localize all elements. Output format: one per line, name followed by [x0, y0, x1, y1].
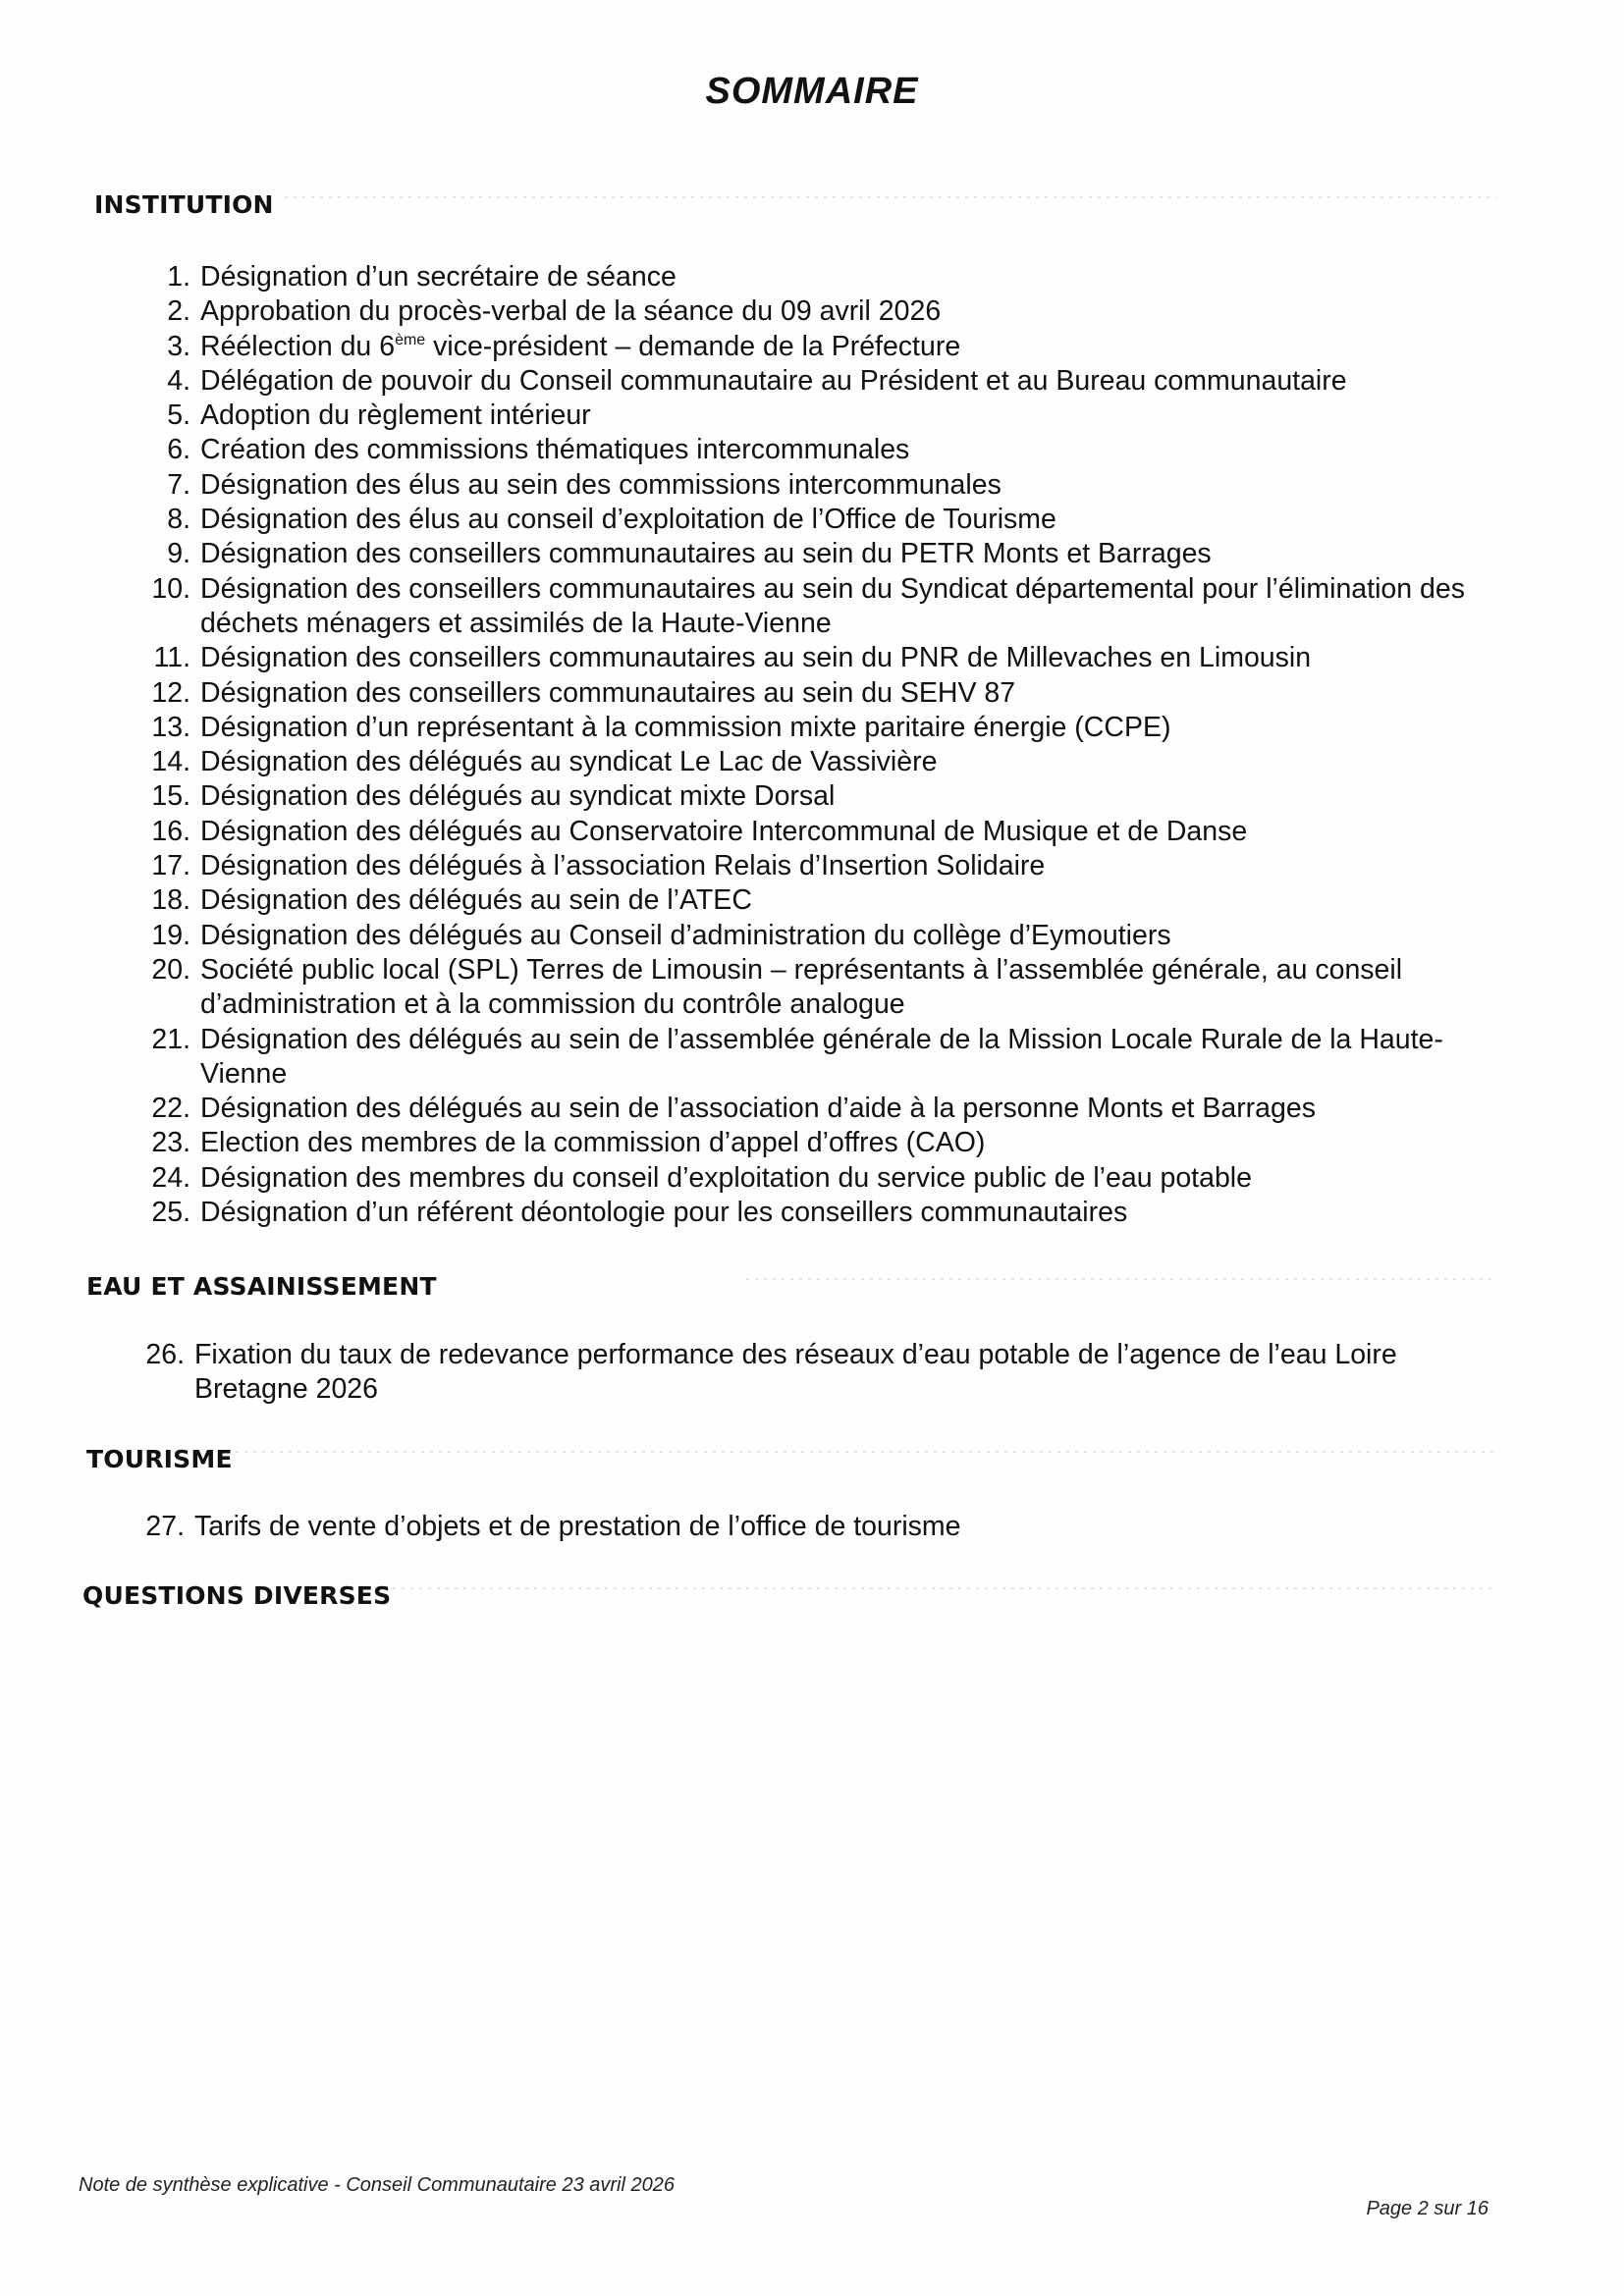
- agenda-item-text-part: Réélection du 6: [200, 330, 396, 362]
- agenda-item: [139, 641, 1494, 675]
- agenda-item-text: Approbation du procès-verbal de la séance du 09 avril 2026: [200, 295, 942, 328]
- agenda-item-number: 17.: [151, 850, 190, 882]
- agenda-item: [139, 815, 1494, 849]
- agenda-item-number: 3.: [167, 330, 190, 362]
- agenda-item-text: Désignation des délégués au sein de l’ATEC: [200, 884, 752, 917]
- agenda-item: [139, 883, 1494, 918]
- agenda-item-text: Désignation des conseillers communautaires au sein du PETR Monts et Barrages: [200, 538, 1212, 570]
- agenda-item-number: 4.: [167, 364, 190, 397]
- agenda-item-number: 6.: [167, 434, 190, 466]
- footer-note: Note de synthèse explicative - Conseil Communautaire 23 avril 2026: [79, 2174, 675, 2196]
- agenda-item: [139, 676, 1494, 711]
- agenda-list-tourisme: [134, 1510, 1489, 1544]
- agenda-item-text: Désignation des conseillers communautaires au sein du PNR de Millevaches en Limousin: [200, 642, 1312, 674]
- agenda-item-text: Désignation des délégués au Conservatoire Intercommunal de Musique et de Danse: [200, 815, 1248, 847]
- agenda-item: [139, 294, 1494, 329]
- agenda-item-text: Désignation des délégués au syndicat mixte Dorsal: [200, 780, 836, 813]
- section-divider: [236, 1451, 1496, 1453]
- section-divider: [393, 1587, 1496, 1589]
- agenda-item-number: 13.: [151, 711, 190, 743]
- agenda-item: [139, 779, 1494, 814]
- superscript: ème: [395, 331, 426, 348]
- agenda-item-text: Désignation des élus au conseil d’exploitation de l’Office de Tourisme: [200, 504, 1056, 536]
- agenda-item: [139, 537, 1494, 571]
- agenda-item: [139, 468, 1494, 503]
- agenda-item-text: Désignation des élus au sein des commissions intercommunales: [200, 468, 1001, 501]
- section-divider: [746, 1278, 1496, 1280]
- agenda-item: [139, 433, 1494, 467]
- agenda-item-number: 14.: [151, 746, 190, 778]
- agenda-item-text-part: vice-président – demande de la Préfecture: [425, 330, 961, 362]
- agenda-item-text: Tarifs de vente d’objets et de prestation de l’office de tourisme: [194, 1511, 961, 1542]
- agenda-item-text: Adoption du règlement intérieur: [200, 400, 591, 432]
- agenda-item-text: Société public local (SPL) Terres de Limousin – représentants à l’assemblée générale, au conseil d’administration et à la commission du contrôle analogue: [200, 953, 1403, 1021]
- agenda-item: [139, 711, 1494, 745]
- agenda-item: [139, 260, 1494, 294]
- page-number: Page 2 sur 16: [1366, 2198, 1489, 2219]
- agenda-item-number: 12.: [151, 676, 190, 709]
- agenda-item-text: Délégation de pouvoir du Conseil communautaire au Président et au Bureau communautaire: [200, 364, 1347, 397]
- section-heading-institution: INSTITUTION: [94, 190, 274, 219]
- agenda-item-number: 19.: [151, 919, 190, 951]
- agenda-item-text: [200, 330, 1494, 364]
- agenda-item-text: Désignation des délégués au sein de l’assemblée générale de la Mission Locale Rurale de la Haute-Vienne: [200, 1023, 1443, 1090]
- section-heading-questions: QUESTIONS DIVERSES: [82, 1581, 392, 1610]
- agenda-item-text: Désignation des délégués à l’association Relais d’Insertion Solidaire: [200, 850, 1046, 882]
- agenda-item-text: Désignation des membres du conseil d’exploitation du service public de l’eau potable: [200, 1161, 1252, 1194]
- agenda-item-number: 20.: [151, 953, 190, 986]
- agenda-item-number: 23.: [151, 1127, 190, 1159]
- agenda-item-number: 26.: [145, 1339, 185, 1370]
- agenda-item: [139, 1092, 1494, 1126]
- agenda-item-number: 24.: [151, 1161, 190, 1194]
- agenda-item-number: 9.: [167, 538, 190, 570]
- agenda-item: [139, 1023, 1494, 1093]
- agenda-item-text: Désignation d’un représentant à la commission mixte paritaire énergie (CCPE): [200, 711, 1171, 743]
- agenda-item: [139, 849, 1494, 883]
- agenda-item: [139, 1161, 1494, 1196]
- agenda-item-number: 1.: [167, 261, 190, 293]
- agenda-item-number: 8.: [167, 504, 190, 536]
- agenda-item-text: Désignation des délégués au Conseil d’administration du collège d’Eymoutiers: [200, 919, 1171, 951]
- agenda-item: [139, 399, 1494, 433]
- agenda-item-number: 2.: [167, 295, 190, 328]
- agenda-item: [139, 745, 1494, 779]
- agenda-item: [134, 1338, 1489, 1408]
- agenda-item-number: 11.: [153, 642, 190, 674]
- agenda-list-eau: [134, 1338, 1489, 1408]
- agenda-item-number: 16.: [151, 815, 190, 847]
- agenda-item: [139, 1196, 1494, 1230]
- page-title: SOMMAIRE: [705, 71, 919, 112]
- agenda-item-text: Désignation des délégués au syndicat Le Lac de Vassivière: [200, 746, 938, 778]
- agenda-item-number: 15.: [151, 780, 190, 813]
- agenda-item-number: 7.: [167, 468, 190, 501]
- section-heading-tourisme: TOURISME: [86, 1445, 233, 1473]
- agenda-item-number: 22.: [151, 1093, 190, 1125]
- agenda-item-number: 21.: [151, 1023, 190, 1055]
- section-divider: [285, 196, 1496, 198]
- agenda-list-institution: [139, 260, 1494, 1230]
- agenda-item: [134, 1510, 1489, 1544]
- agenda-item-number: 27.: [145, 1511, 185, 1542]
- agenda-item-text: Désignation des délégués au sein de l’association d’aide à la personne Monts et Barrages: [200, 1093, 1316, 1125]
- agenda-item-text: Fixation du taux de redevance performance des réseaux d’eau potable de l’agence de l’eau Loire Bretagne 2026: [194, 1339, 1397, 1406]
- agenda-item: [139, 919, 1494, 953]
- agenda-item-number: 10.: [151, 572, 190, 605]
- agenda-item-number: 5.: [167, 400, 190, 432]
- agenda-item-number: 25.: [151, 1197, 190, 1229]
- agenda-item-text: Désignation d’un secrétaire de séance: [200, 261, 677, 293]
- agenda-item: [139, 572, 1494, 642]
- agenda-item: [139, 1126, 1494, 1160]
- agenda-item: [139, 953, 1494, 1023]
- agenda-item: [139, 364, 1494, 399]
- agenda-item-text: Election des membres de la commission d’appel d’offres (CAO): [200, 1127, 986, 1159]
- agenda-item-number: 18.: [151, 884, 190, 917]
- agenda-item-text: Création des commissions thématiques intercommunales: [200, 434, 910, 466]
- agenda-item: [139, 330, 1494, 364]
- agenda-item-text: Désignation d’un référent déontologie pour les conseillers communautaires: [200, 1197, 1128, 1229]
- agenda-item-text: Désignation des conseillers communautaires au sein du Syndicat départemental pour l’élimination des déchets ménagers et assimilés de la Haute-Vienne: [200, 572, 1465, 639]
- agenda-item-text: Désignation des conseillers communautaires au sein du SEHV 87: [200, 676, 1016, 709]
- agenda-item: [139, 503, 1494, 537]
- section-heading-eau: EAU ET ASSAINISSEMENT: [86, 1272, 437, 1301]
